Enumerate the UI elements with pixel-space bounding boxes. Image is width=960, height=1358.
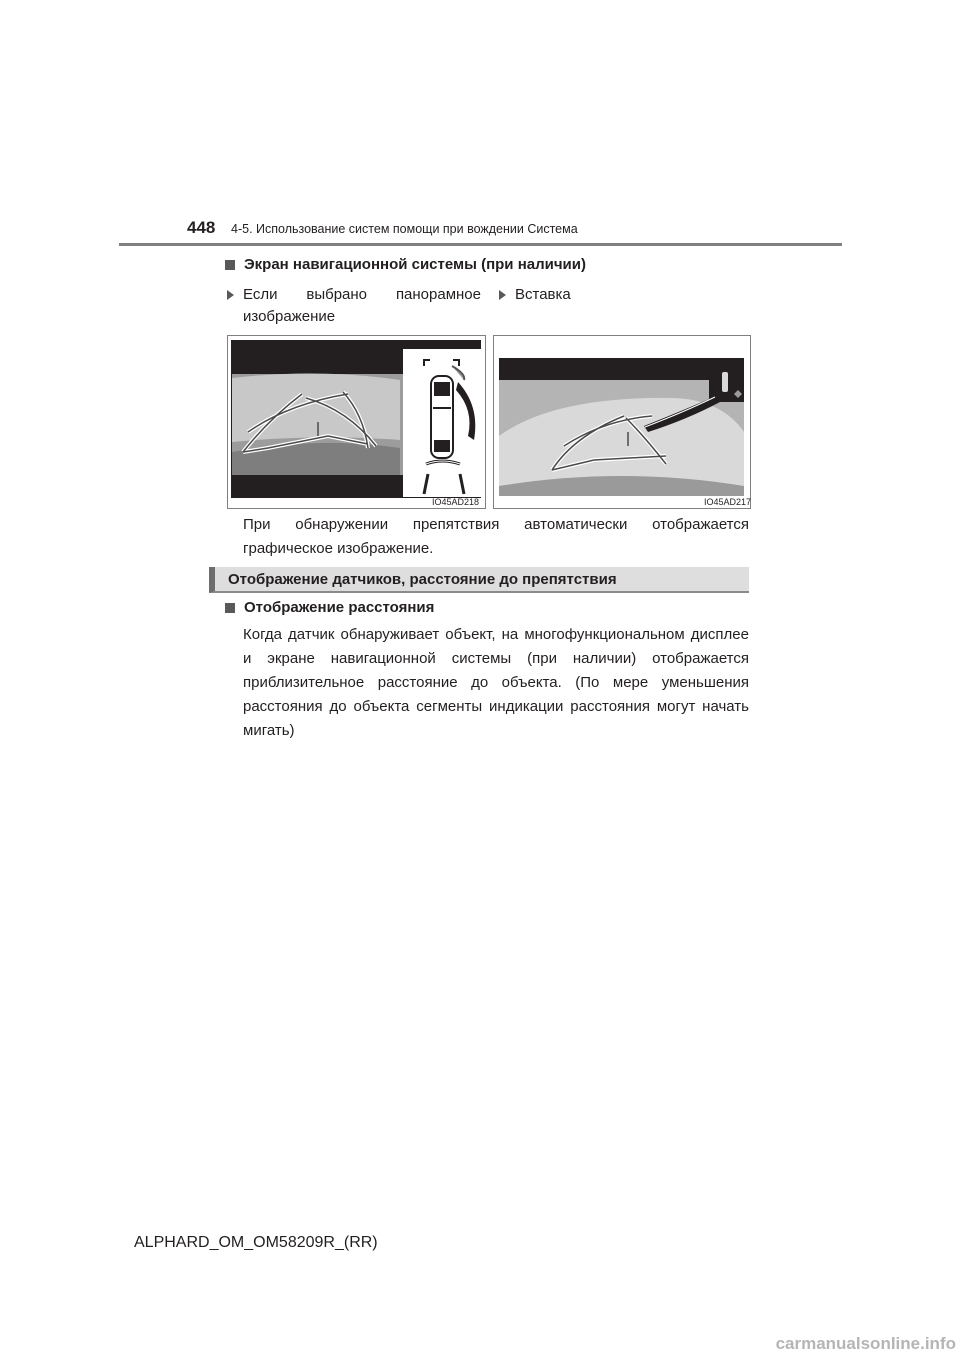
nav-screen-heading-text: Экран навигационной системы (при наличии) [244, 256, 586, 273]
square-bullet-icon [225, 603, 235, 613]
arrow-bullet-icon [499, 290, 506, 300]
distance-paragraph: Когда датчик обнаруживает объект, на многофункциональном дисплее и экране навигационной системы (при наличии) отображается приблизительное расстояние до объекта. (По мере уменьшения расстояния до объекта сегменты индикации расстояния могут начать мигать) [243, 626, 749, 739]
running-head: 4-5. Использование систем помощи при вождении Система [231, 222, 578, 236]
section-title: Отображение датчиков, расстояние до препятствия [228, 571, 617, 588]
inset-label [499, 286, 571, 303]
panoramic-label-line1 [243, 286, 481, 303]
inset-view-figure [493, 335, 751, 509]
panoramic-label-word: Если [243, 286, 278, 303]
distance-heading [224, 599, 434, 616]
arrow-bullet-icon [227, 290, 234, 300]
watermark: carmanualsonline.info [775, 1334, 956, 1353]
panoramic-view-figure [227, 335, 486, 509]
square-bullet-icon [225, 260, 235, 270]
panoramic-label-word: панорамное [395, 286, 481, 303]
figure-code-left: IO45AD218 [432, 497, 480, 507]
panoramic-label-line2: изображение [243, 308, 336, 325]
inset-label-text: Вставка [515, 286, 571, 303]
page-number: 448 [187, 218, 216, 237]
nav-screen-heading [224, 256, 586, 273]
inset-view-illustration [494, 336, 750, 508]
distance-heading-text: Отображение расстояния [244, 599, 435, 616]
figure-code-right: IO45AD217 [704, 497, 752, 507]
panoramic-label-word: выбрано [306, 286, 368, 303]
nav-paragraph: При обнаружении препятствия автоматически отображается графическое изображение. [243, 516, 749, 557]
panoramic-view-illustration [228, 336, 485, 508]
panoramic-label [227, 286, 481, 325]
section-heading-bar [209, 567, 749, 593]
footer-doc-id: ALPHARD_OM_OM58209R_(RR) [134, 1234, 378, 1251]
header-rule [119, 243, 842, 246]
